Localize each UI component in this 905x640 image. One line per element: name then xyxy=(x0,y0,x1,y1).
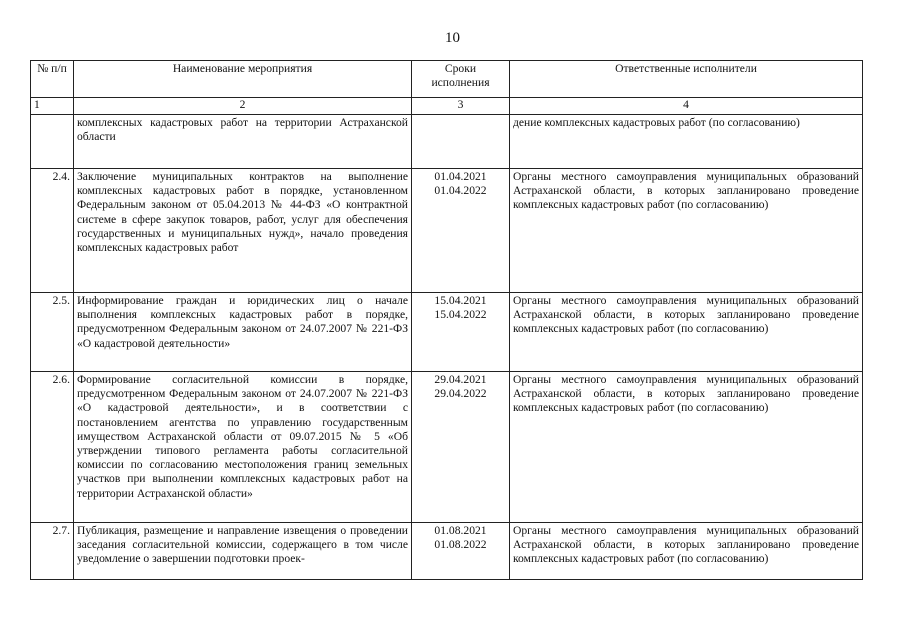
table-row xyxy=(31,523,863,580)
responsible: Органы местного самоуправления муниципальных образований Астраханской области, в которых запланировано проведение комплексных кадастровых работ (по согласованию) xyxy=(510,372,863,523)
activity-name: Формирование согласительной комиссии в порядке, предусмотренном Федеральным законом от 24.07.2007 № 221-ФЗ «О кадастровой деятельности», и в соответствии с постановлением агентства по управлению государственным имуществом Астраханской области от 09.07.2015 № 5 «Об утверждении типового регламента работы согласительной комиссии по согласованию местоположения границ земельных участков при выполнении комплексных кадастровых работ на территории Астраханской области» xyxy=(74,372,412,523)
deadline-2022: 29.04.2022 xyxy=(434,387,487,401)
deadline-2021: 29.04.2021 xyxy=(434,373,487,386)
deadline xyxy=(412,293,510,372)
page-number: 10 xyxy=(445,30,460,46)
table-row xyxy=(31,169,863,293)
column-number-row xyxy=(31,98,863,115)
activities-table xyxy=(30,60,863,580)
header-name: Наименование мероприятия xyxy=(74,61,412,98)
row-number: 2.7. xyxy=(31,523,74,580)
header-num: № п/п xyxy=(31,61,74,98)
responsible: Органы местного самоуправления муниципальных образований Астраханской области, в которых запланировано проведение комплексных кадастровых работ (по согласованию) xyxy=(510,169,863,293)
deadline-2022: 01.08.2022 xyxy=(434,538,487,552)
deadline-2021: 01.04.2021 xyxy=(434,170,487,183)
row-number: 2.5. xyxy=(31,293,74,372)
deadline-2021: 15.04.2021 xyxy=(434,294,487,307)
row-number: 2.4. xyxy=(31,169,74,293)
column-number: 2 xyxy=(74,98,412,115)
activity-name: Публикация, размещение и направление извещения о проведении заседания согласительной комиссии, содержащего в том числе уведомление о завершении подготовки проек- xyxy=(74,523,412,580)
table-row xyxy=(31,372,863,523)
deadline xyxy=(412,372,510,523)
column-number: 3 xyxy=(412,98,510,115)
activity-name: Заключение муниципальных контрактов на выполнение комплексных кадастровых работ в порядке, установленном Федеральным законом от 05.04.2013 № 44-ФЗ «О контрактной системе в сфере закупок товаров, работ, услуг для обеспечения государственных и муниципальных нужд», начало проведения комплексных кадастровых работ xyxy=(74,169,412,293)
deadline xyxy=(412,169,510,293)
deadline xyxy=(412,115,510,169)
header-resp: Ответственные исполнители xyxy=(510,61,863,98)
header-date: Сроки исполнения xyxy=(412,61,510,98)
deadline-2022: 15.04.2022 xyxy=(434,308,487,322)
activity-name: Информирование граждан и юридических лиц о начале выполнения комплексных кадастровых работ в порядке, предусмотренном Федеральным законом от 24.07.2007 № 221-ФЗ «О кадастровой деятельности» xyxy=(74,293,412,372)
deadline-2022: 01.04.2022 xyxy=(434,184,487,198)
column-number: 1 xyxy=(31,98,74,115)
deadline-2021: 01.08.2021 xyxy=(434,524,487,537)
row-number xyxy=(31,115,74,169)
column-number: 4 xyxy=(510,98,863,115)
table-header-row xyxy=(31,61,863,98)
row-number: 2.6. xyxy=(31,372,74,523)
activity-name: комплексных кадастровых работ на территории Астраханской области xyxy=(74,115,412,169)
responsible: Органы местного самоуправления муниципальных образований Астраханской области, в которых запланировано проведение комплексных кадастровых работ (по согласованию) xyxy=(510,523,863,580)
table-row xyxy=(31,115,863,169)
responsible: дение комплексных кадастровых работ (по согласованию) xyxy=(510,115,863,169)
table-row xyxy=(31,293,863,372)
responsible: Органы местного самоуправления муниципальных образований Астраханской области, в которых запланировано проведение комплексных кадастровых работ (по согласованию) xyxy=(510,293,863,372)
deadline xyxy=(412,523,510,580)
